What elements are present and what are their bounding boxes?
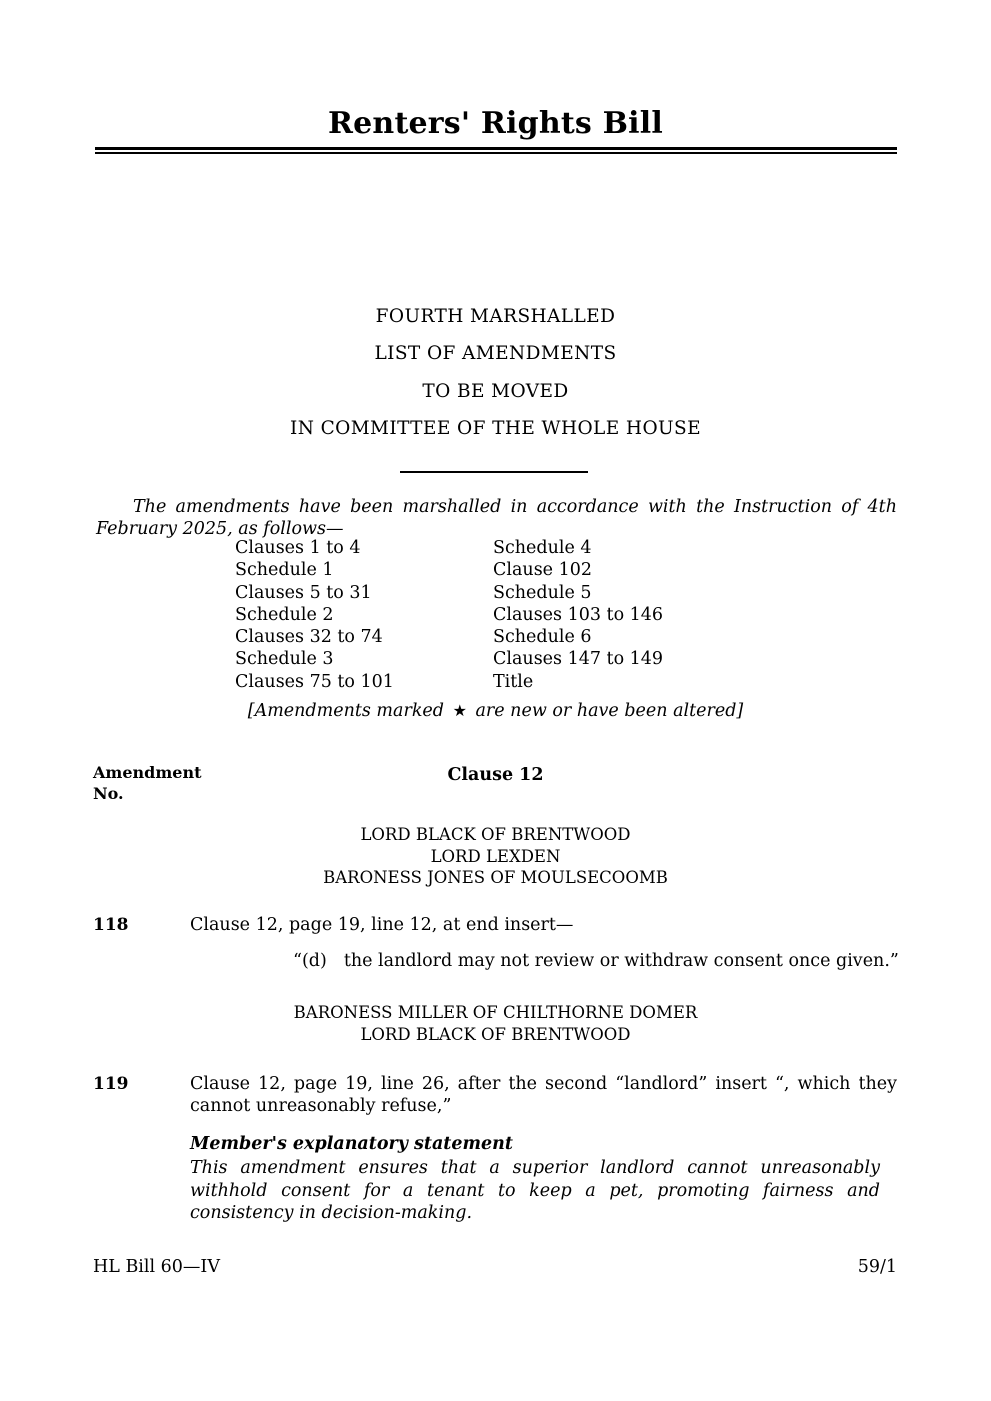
footer-bill-reference: HL Bill 60—IV <box>93 1257 220 1277</box>
marshalling-item: Title <box>493 671 534 692</box>
clause-heading: Clause 12 <box>447 765 544 785</box>
amendment-119-number: 119 <box>93 1074 129 1094</box>
document-headings <box>0 298 991 448</box>
amendment-118-text: Clause 12, page 19, line 12, at end insert— <box>190 915 574 935</box>
star-note <box>0 701 991 721</box>
marshalling-item: Clauses 103 to 146 <box>493 604 664 625</box>
bill-title: Renters' Rights Bill <box>328 106 663 141</box>
marshalling-item: Clause 102 <box>493 560 592 581</box>
marshalling-item: Schedule 6 <box>493 627 592 648</box>
amendment-no-label-line2: No. <box>93 784 124 803</box>
star-note-prefix: [Amendments marked <box>247 701 450 721</box>
amendment-119-text: Clause 12, page 19, line 26, after the second “landlord” insert “, which they cannot unreasonably refuse,” <box>190 1074 897 1116</box>
footer-page-number: 59/1 <box>857 1257 897 1277</box>
amendment-118-number: 118 <box>93 915 129 935</box>
marshalling-right-column <box>493 537 663 693</box>
marshalling-left-column <box>235 537 493 693</box>
inserted-paragraph-label: “(d) <box>293 951 327 971</box>
sponsor-name: BARONESS MILLER OF CHILTHORNE DOMER <box>293 1003 698 1022</box>
separator-rule <box>400 471 588 473</box>
sponsor-name: BARONESS JONES OF MOULSECOOMB <box>323 868 668 888</box>
heading-line-4: IN COMMITTEE OF THE WHOLE HOUSE <box>290 418 701 440</box>
marshalling-item: Schedule 3 <box>235 649 334 670</box>
marshalling-item: Schedule 1 <box>235 560 334 581</box>
explanatory-statement-heading: Member's explanatory statement <box>190 1134 513 1154</box>
star-note-suffix: are new or have been altered] <box>469 701 744 721</box>
marshalling-item: Schedule 2 <box>235 604 334 625</box>
heading-line-3: TO BE MOVED <box>422 380 569 402</box>
sponsor-name: LORD BLACK OF BRENTWOOD <box>360 1024 631 1044</box>
marshalling-item: Clauses 75 to 101 <box>235 671 394 692</box>
marshalling-item: Clauses 1 to 4 <box>235 538 361 558</box>
inserted-paragraph-text: the landlord may not review or withdraw consent once given.” <box>343 951 899 971</box>
amendment-118-inserted-text <box>293 951 899 971</box>
heading-line-2: LIST OF AMENDMENTS <box>374 343 617 365</box>
explanatory-statement-text: This amendment ensures that a superior landlord cannot unreasonably withhold consent for a tenant to keep a pet, promoting fairness and consistency in decision-making. <box>190 1158 880 1224</box>
sponsor-name: LORD BLACK OF BRENTWOOD <box>360 825 631 844</box>
marshalling-item: Schedule 5 <box>493 582 592 603</box>
title-double-rule <box>95 147 897 154</box>
marshalling-instruction: The amendments have been marshalled in accordance with the Instruction of 4th February 2025, as follows— <box>96 497 897 539</box>
marshalling-item: Clauses 147 to 149 <box>493 649 664 670</box>
marshalling-item: Schedule 4 <box>493 538 592 558</box>
amendment-119-sponsors <box>0 1002 991 1045</box>
sponsor-name: LORD LEXDEN <box>430 846 561 866</box>
marshalling-order-list <box>235 537 663 693</box>
marshalling-item: Clauses 32 to 74 <box>235 627 383 648</box>
amendment-118-sponsors <box>0 824 991 889</box>
marshalling-item: Clauses 5 to 31 <box>235 582 372 603</box>
amendment-no-label-line1: Amendment <box>93 763 202 782</box>
heading-line-1: FOURTH MARSHALLED <box>375 306 616 327</box>
star-icon: ★ <box>452 701 467 720</box>
